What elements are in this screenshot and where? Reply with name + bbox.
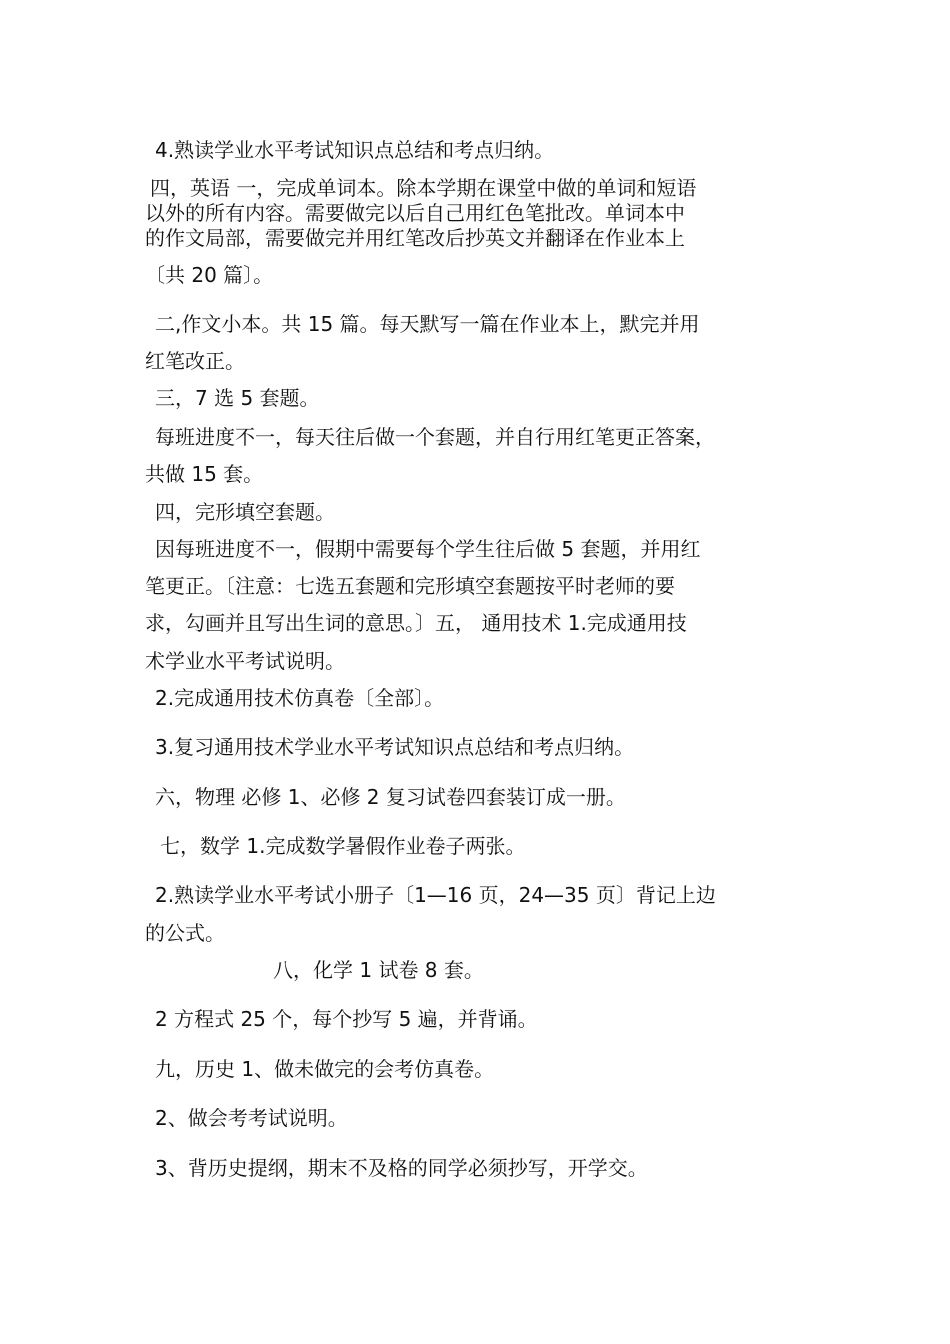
text-line-8: 三，7 选 5 套题。 — [155, 386, 320, 410]
text-line-3: 以外的所有内容。需要做完以后自己用红色笔批改。单词本中 — [145, 201, 685, 225]
text-line-22: 八，化学 1 试卷 8 套。 — [273, 958, 484, 982]
text-line-2: 四，英语 一，完成单词本。除本学期在课堂中做的单词和短语 — [150, 176, 697, 200]
text-line-6: 二,作文小本。共 15 篇。每天默写一篇在作业本上，默完并用 — [155, 312, 700, 336]
text-line-19: 七，数学 1.完成数学暑假作业卷子两张。 — [160, 834, 526, 858]
text-line-24: 九，历史 1、做未做完的会考仿真卷。 — [155, 1057, 495, 1081]
text-line-16: 2.完成通用技术仿真卷〔全部〕。 — [155, 686, 445, 710]
text-line-26: 3、背历史提纲，期末不及格的同学必须抄写，开学交。 — [155, 1156, 648, 1180]
text-line-21: 的公式。 — [145, 921, 225, 945]
text-line-25: 2、做会考考试说明。 — [155, 1106, 348, 1130]
text-line-23: 2 方程式 25 个，每个抄写 5 遍，并背诵。 — [155, 1007, 538, 1031]
text-line-11: 四，完形填空套题。 — [155, 500, 335, 524]
text-line-5: 〔共 20 篇〕。 — [145, 263, 274, 287]
text-line-12: 因每班进度不一，假期中需要每个学生往后做 5 套题，并用红 — [155, 537, 701, 561]
text-line-17: 3.复习通用技术学业水平考试知识点总结和考点归纳。 — [155, 735, 635, 759]
text-line-7: 红笔改正。 — [145, 349, 245, 373]
text-line-20: 2.熟读学业水平考试小册子〔1—16 页，24—35 页〕背记上边 — [155, 883, 716, 907]
text-line-4: 的作文局部，需要做完并用红笔改后抄英文并翻译在作业本上 — [145, 226, 685, 250]
text-line-18: 六，物理 必修 1、必修 2 复习试卷四套装订成一册。 — [155, 785, 626, 809]
text-line-10: 共做 15 套。 — [145, 462, 264, 486]
text-line-14: 求，勾画并且写出生词的意思。〕五， 通用技术 1.完成通用技 — [145, 611, 687, 635]
text-line-1: 4.熟读学业水平考试知识点总结和考点归纳。 — [155, 138, 555, 162]
text-line-9: 每班进度不一，每天往后做一个套题，并自行用红笔更正答案， — [155, 425, 715, 449]
text-line-13: 笔更正。〔注意：七选五套题和完形填空套题按平时老师的要 — [145, 574, 675, 598]
text-line-15: 术学业水平考试说明。 — [145, 649, 345, 673]
